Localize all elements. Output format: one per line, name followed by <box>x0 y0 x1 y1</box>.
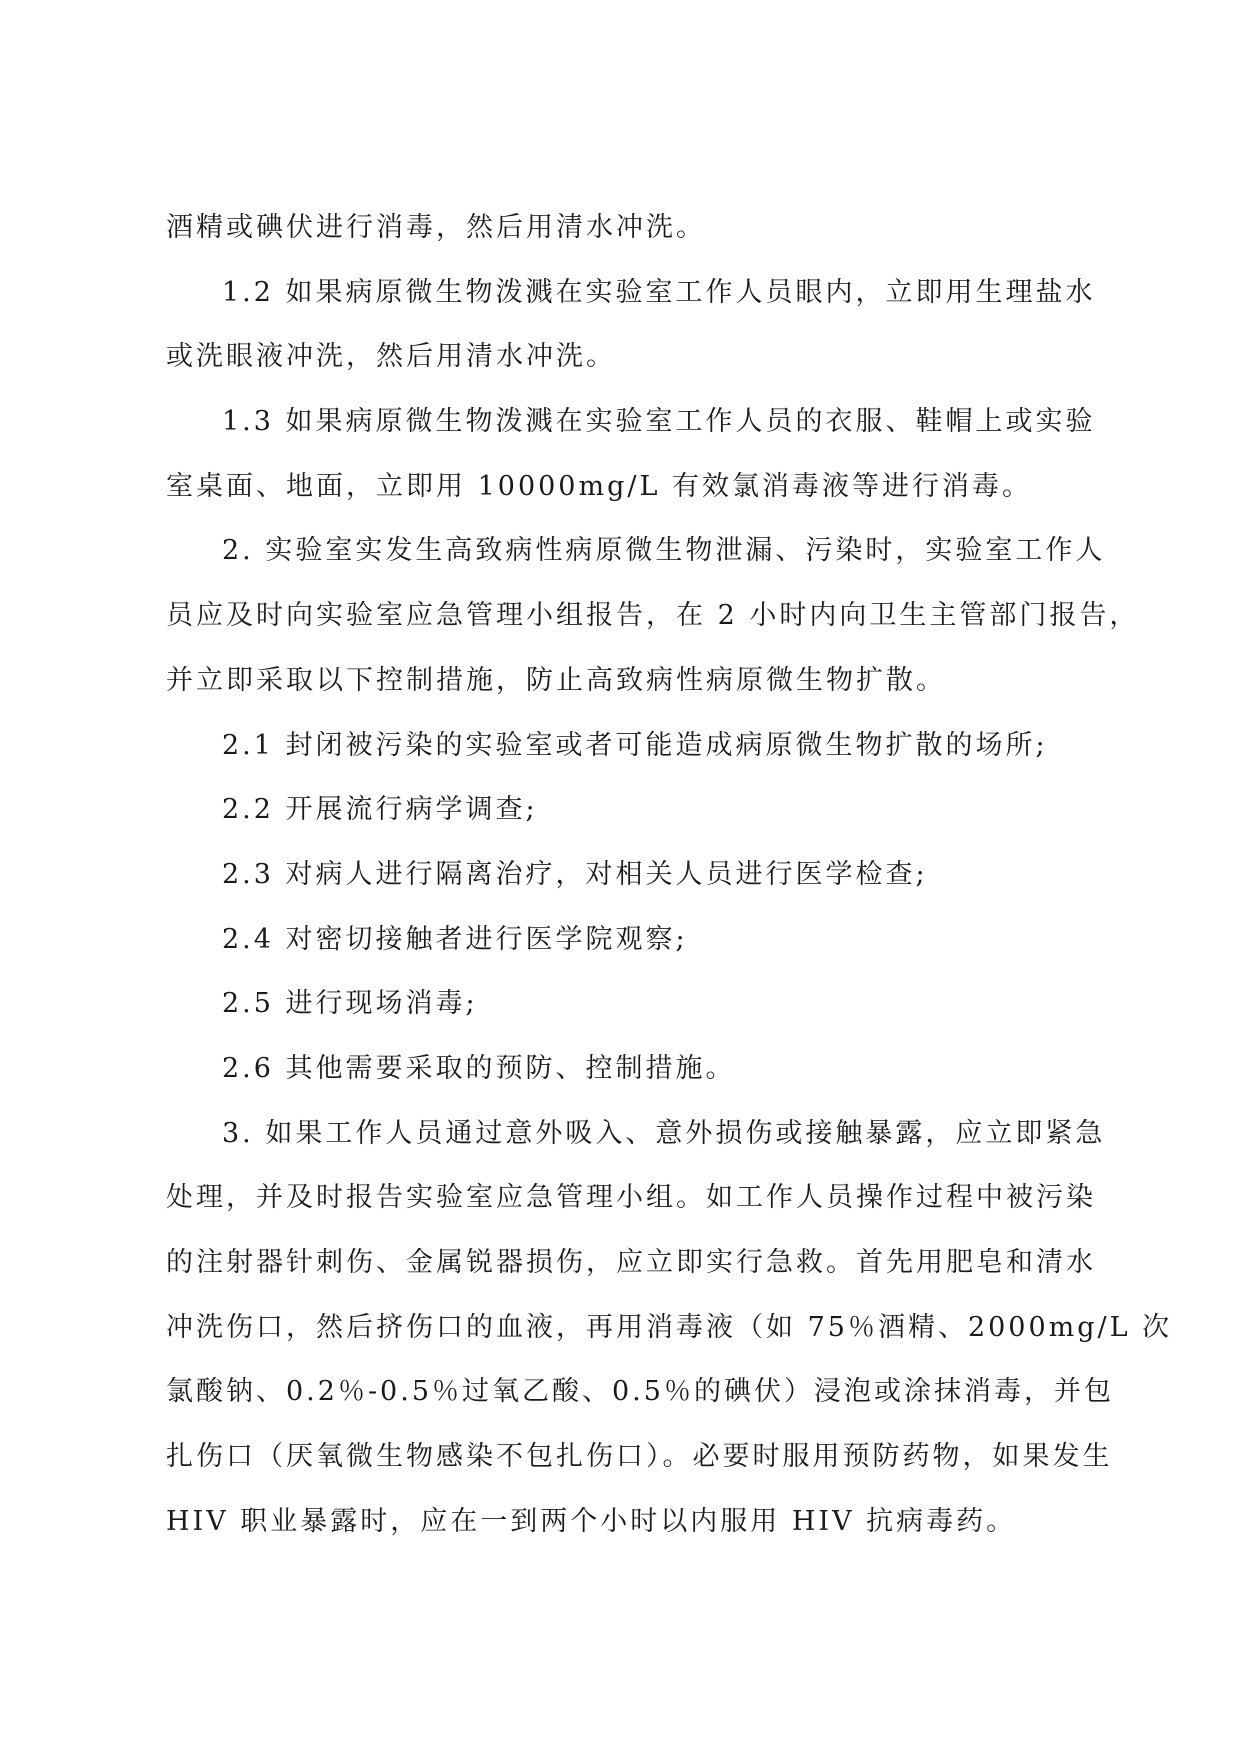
text-line: 的注射器针刺伤、金属锐器损伤，应立即实行急救。首先用肥皂和清水 <box>166 1247 1096 1278</box>
text-line: HIV 职业暴露时，应在一到两个小时以内服用 HIV 抗病毒药。 <box>166 1505 1017 1537</box>
text-line: 2. 实验室实发生高致病性病原微生物泄漏、污染时，实验室工作人 <box>222 535 1106 567</box>
text-line: 2.2 开展流行病学调查; <box>222 794 538 826</box>
text-line: 酒精或碘伏进行消毒，然后用清水冲洗。 <box>166 212 706 243</box>
text-line: 1.3 如果病原微生物泼溅在实验室工作人员的衣服、鞋帽上或实验 <box>222 406 1096 438</box>
text-line: 冲洗伤口，然后挤伤口的血液，再用消毒液（如 75％酒精、2000mg/L 次 <box>166 1311 1173 1343</box>
text-line: 扎伤口（厌氧微生物感染不包扎伤口）。必要时服用预防药物，如果发生 <box>166 1441 1113 1473</box>
text-line: 2.1 封闭被污染的实验室或者可能造成病原微生物扩散的场所; <box>222 729 1048 761</box>
text-line: 处理，并及时报告实验室应急管理小组。如工作人员操作过程中被污染 <box>166 1182 1096 1214</box>
text-line: 员应及时向实验室应急管理小组报告，在 2 小时内向卫生主管部门报告， <box>166 600 1140 632</box>
document-body <box>166 210 1173 1568</box>
text-line: 并立即采取以下控制措施，防止高致病性病原微生物扩散。 <box>166 664 946 696</box>
text-line: 室桌面、地面，立即用 10000mg/L 有效氯消毒液等进行消毒。 <box>166 470 1032 502</box>
text-line: 2.6 其他需要采取的预防、控制措施。 <box>222 1052 736 1084</box>
text-line: 3. 如果工作人员通过意外吸入、意外损伤或接触暴露，应立即紧急 <box>222 1117 1106 1149</box>
text-line: 氯酸钠、0.2％-0.5％过氧乙酸、0.5％的碘伏）浸泡或涂抹消毒，并包 <box>166 1376 1114 1408</box>
text-line: 1.2 如果病原微生物泼溅在实验室工作人员眼内，立即用生理盐水 <box>222 276 1096 308</box>
text-line: 2.3 对病人进行隔离治疗，对相关人员进行医学检查; <box>222 858 928 890</box>
text-line: 2.5 进行现场消毒; <box>222 988 478 1020</box>
text-line: 或洗眼液冲洗，然后用清水冲洗。 <box>166 341 616 373</box>
text-line: 2.4 对密切接触者进行医学院观察; <box>222 923 688 955</box>
